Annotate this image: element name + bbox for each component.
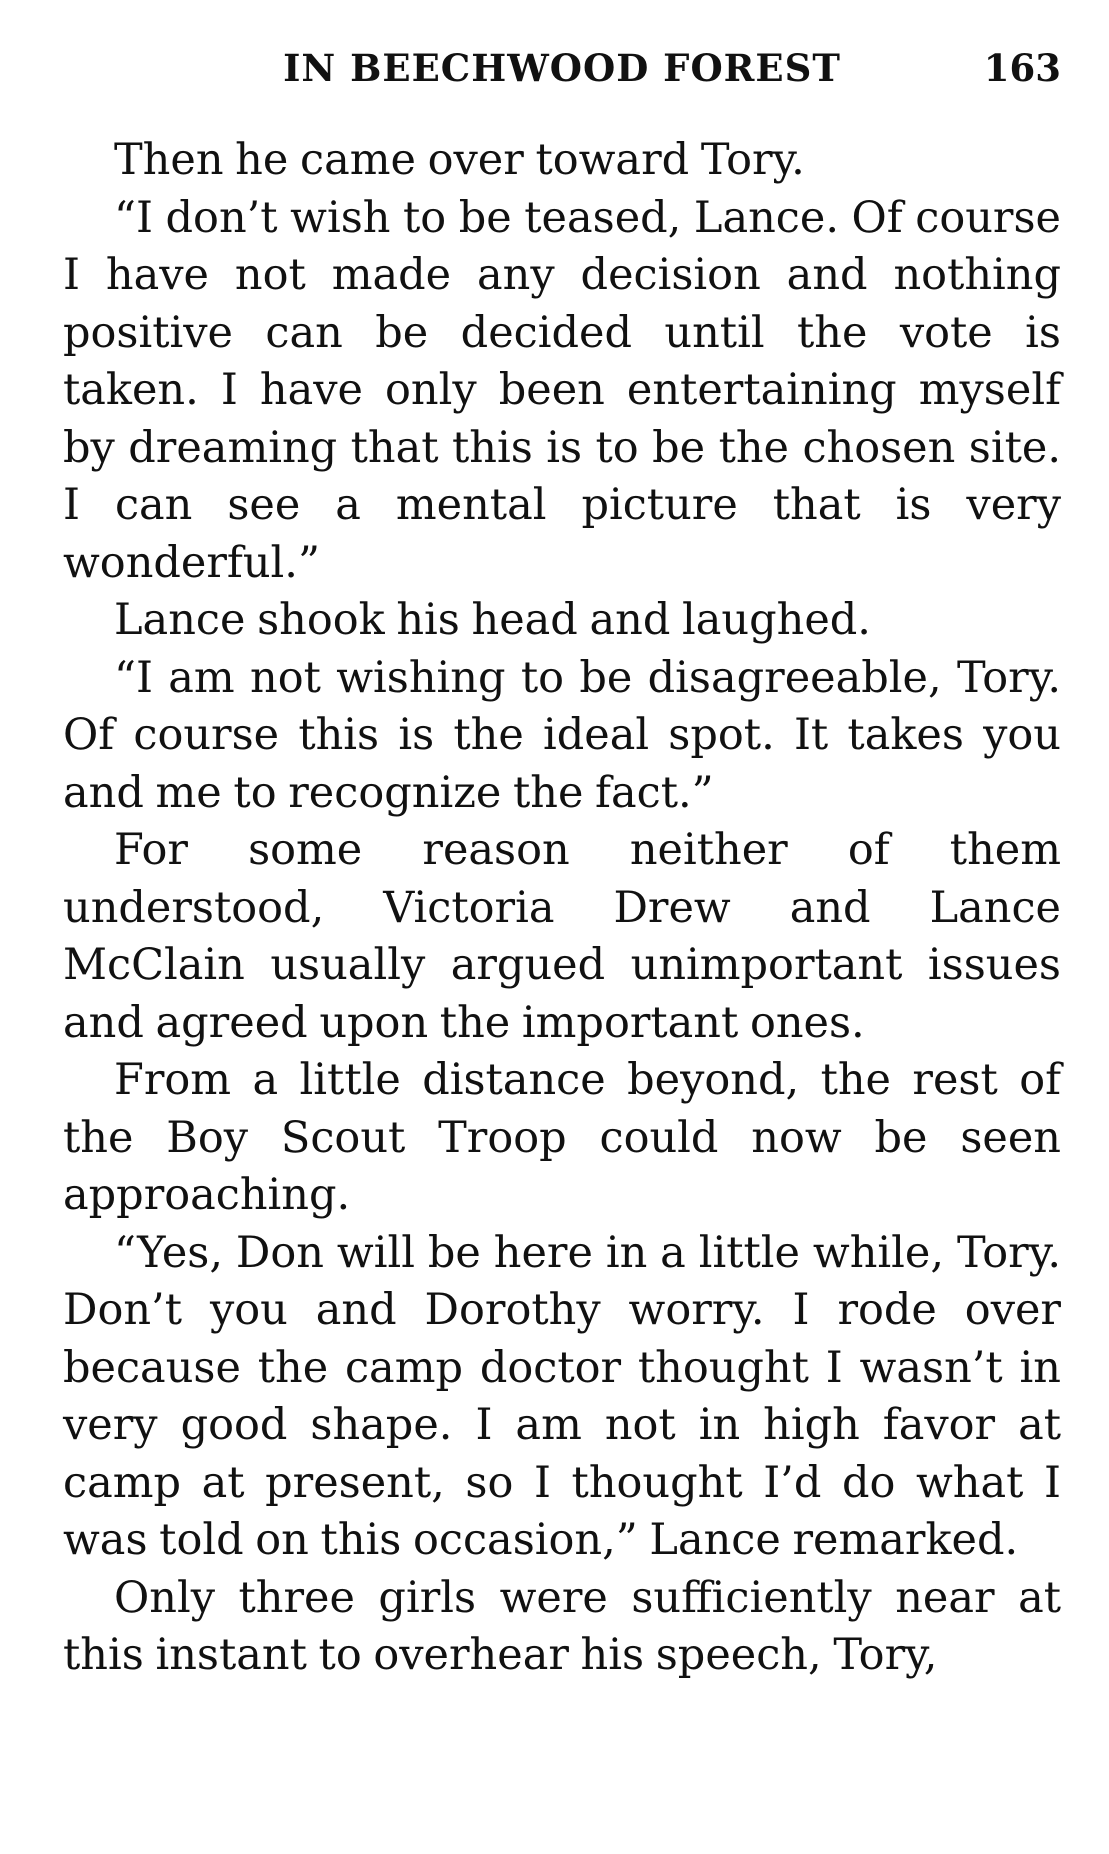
paragraph: From a little distance beyond, the rest of the Boy Scout Troop could now be seen approaching. — [63, 1055, 1061, 1220]
running-title: IN BEECHWOOD FOREST — [283, 46, 841, 90]
paragraph: Then he came over toward Tory. — [114, 135, 805, 185]
paragraph: “I don’t wish to be teased, Lance. Of course I have not made any decision and nothing positive can be decided until the vote is taken. I have only been entertaining myself by dreaming that this is to be the chosen site. I can see a mental picture that is very wonderful.” — [63, 192, 1061, 588]
paragraph: Lance shook his head and laughed. — [114, 595, 871, 645]
page-number: 163 — [983, 46, 1061, 90]
paragraph: “Yes, Don will be here in a little while, Tory. Don’t you and Dorothy worry. I rode over because the camp doctor thought I wasn’t in very good shape. I am not in high favor at camp at present, so I thought I’d do what I was told on this occasion,” Lance remarked. — [63, 1227, 1061, 1565]
paragraph: For some reason neither of them understood, Victoria Drew and Lance McClain usually argued unimportant issues and agreed upon the important ones. — [63, 825, 1061, 1048]
paragraph: “I am not wishing to be disagreeable, Tory. Of course this is the ideal spot. It takes you and me to recognize the fact.” — [63, 652, 1061, 818]
body-text — [63, 132, 1061, 1685]
paragraph: Only three girls were sufficiently near at this instant to overhear his speech, Tory, — [63, 1572, 1061, 1680]
running-head — [63, 40, 1061, 96]
